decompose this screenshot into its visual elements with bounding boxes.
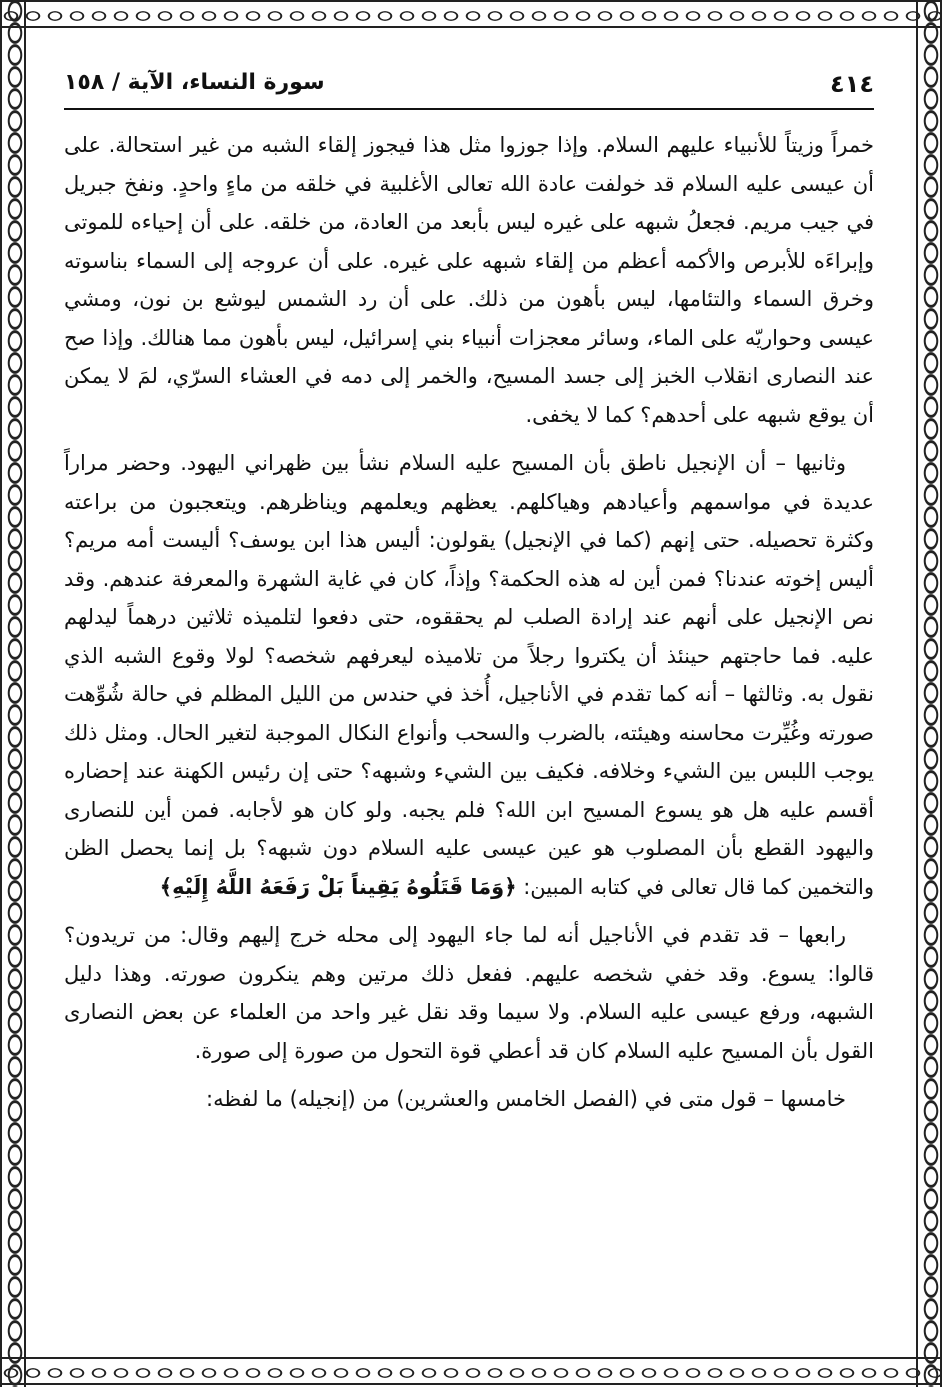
paragraph-2 [64,444,874,906]
paragraph-3: رابعها – قد تقدم في الأناجيل أنه لما جاء اليهود إلى محله خرج إليهم وقال: من تريدون؟ قالوا: يسوع. وقد خفي شخصه عليهم. ففعل ذلك مرتين وهم ينكرون صورته. وهذا دليل الشبهه، ورفع عيسى عليه السلام. ولا سيما وقد نقل غير واحد من العلماء عن بعض النصارى القول بأن المسيح عليه السلام كان قد أعطي قوة التحول من صورة إلى صورة. [64,923,874,1063]
page-number: ٤١٤ [830,70,874,98]
page-body [64,126,874,1119]
running-title: سورة النساء، الآية / ١٥٨ [64,70,325,95]
paragraph-4: خامسها – قول متى في (الفصل الخامس والعشرين) من (إنجيله) ما لفظه: [206,1087,846,1111]
page-header [64,60,874,110]
book-page [64,60,874,1340]
ornamental-border-bottom [0,1357,942,1385]
quran-verse: ﴿وَمَا قَتَلُوهُ يَقِيناً بَلْ رَفَعَهُ اللَّهُ إِلَيْهِ﴾ [159,874,517,899]
ornamental-border-top [0,0,942,28]
paragraph-1: خمراً وزيتاً للأنبياء عليهم السلام. وإذا جوزوا مثل هذا فيجوز إلقاء الشبه من غير استحالة. على أن عيسى عليه السلام قد خولفت عادة الله تعالى الأغلبية في خلقه من ماءٍ واحدٍ. ونفخ جبريل في جيب مريم. فجعلُ شبهه على غيره ليس بأبعد من العادة، من خلقه. على أن إحياءه للموتى وإبراءَه للأبرص والأكمه أعظم من إلقاء شبهه على غيره. على أن عروجه إلى السماء بناسوته وخرق السماء والتئامها، ليس بأهون من ذلك. على أن رد الشمس ليوشع بن نون، ومشي عيسى وحواريّه على الماء، وسائر معجزات أنبياء بني إسرائيل، ليس بأهون مما هنالك. وإذا صح عند النصارى انقلاب الخبز إلى جسد المسيح، والخمر إلى دمه في العشاء السرّي، لمَ لا يمكن أن يوقع شبهه على أحدهم؟ كما لا يخفى. [64,133,874,427]
paragraph-2-text: وثانيها – أن الإنجيل ناطق بأن المسيح عليه السلام نشأ بين ظهراني اليهود. وحضر مراراً عديدة في مواسمهم وأعيادهم وهياكلهم. يعظهم ويعلمهم ويناظرهم. ويتعجبون من براعته وكثرة تحصيله. حتى إنهم (كما في الإنجيل) يقولون: أليس هذا ابن يوسف؟ أليست أمه مريم؟ أليس إخوته عندنا؟ فمن أين له هذه الحكمة؟ وإذاً، كان في غاية الشهرة والمعرفة عندهم. وقد نص الإنجيل على أنهم عند إرادة الصلب لم يحققوه، حتى دفعوا لتلميذه ثلاثين درهماً ليدلهم عليه. فما حاجتهم حينئذ أن يكتروا رجلاً من تلاميذه ليعرفهم شخصه؟ لولا وقوع الشبه الذي نقول به. وثالثها – أنه كما تقدم في الأناجيل، أُخذ في حندس من الليل المظلم في حالة شُوِّهت صورته وغُيِّرت محاسنه وهيئته، بالضرب والسحب وأنواع النكال الموجبة لتغير الحال. ومثل ذلك يوجب اللبس بين الشيء وخلافه. فكيف بين الشيء وشبهه؟ حتى إن رئيس الكهنة عند إحضاره أقسم عليه هل هو يسوع المسيح ابن الله؟ فلم يجبه. ولو كان هو لأجابه. فمن أين للنصارى واليهود القطع بأن المصلوب هو عين عيسى عليه السلام دون شبهه؟ بل إنما يحصل الظن والتخمين كما قال تعالى في كتابه المبين: [64,451,874,899]
ornamental-border-right [916,0,942,1387]
ornamental-border-left [0,0,26,1387]
